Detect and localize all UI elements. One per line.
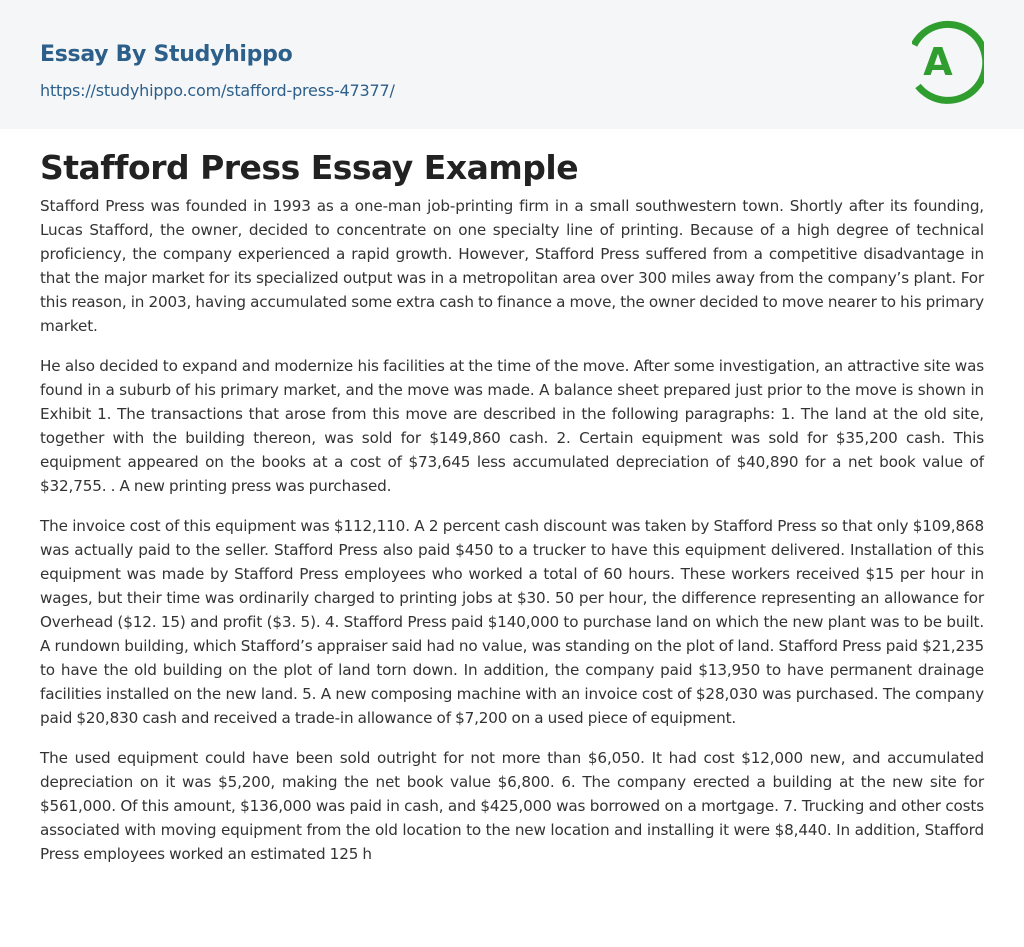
page-title: Stafford Press Essay Example — [40, 148, 579, 187]
site-header — [0, 0, 1024, 129]
site-title[interactable]: Essay By Studyhippo — [40, 42, 293, 67]
paragraph-2: He also decided to expand and modernize his facilities at the time of the move. After some investigation, an attractive site was found in a suburb of his primary market, and the move was made. A balance sheet prepared just prior to the move is shown in Exhibit 1. The transactions that arose from this move are described in the following paragraphs: 1. The land at the old site, together with the building thereon, was sold for $149,860 cash. 2. Certain equipment was sold for $35,200 cash. This equipment appeared on the books at a cost of $73,645 less accumulated depreciation of $40,890 for a net book value of $32,755. . A new printing press was purchased. — [40, 357, 984, 495]
paragraph-3: The invoice cost of this equipment was $112,110. A 2 percent cash discount was taken by Stafford Press so that only $109,868 was actually paid to the seller. Stafford Press also paid $450 to a trucker to have this equipment delivered. Installation of this equipment was made by Stafford Press employees who worked a total of 60 hours. These workers received $15 per hour in wages, but their time was ordinarily charged to printing jobs at $30. 50 per hour, the difference representing an allowance for Overhead ($12. 15) and profit ($3. 5). 4. Stafford Press paid $140,000 to purchase land on which the new plant was to be built. A rundown building, which Stafford’s appraiser said had no value, was standing on the plot of land. Stafford Press paid $21,235 to have the old building on the plot of land torn down. In addition, the company paid $13,950 to have permanent drainage facilities installed on the new land. 5. A new composing machine with an invoice cost of $28,030 was purchased. The company paid $20,830 cash and received a trade-in allowance of $7,200 on a used piece of equipment. — [40, 517, 984, 727]
article-body — [0, 147, 1024, 866]
studyhippo-logo-icon[interactable] — [912, 20, 984, 104]
essay-url-link[interactable]: https://studyhippo.com/stafford-press-47377/ — [40, 81, 395, 100]
paragraph-4: The used equipment could have been sold outright for not more than $6,050. It had cost $12,000 new, and accumulated depreciation on it was $5,200, making the net book value $6,800. 6. The company erected a building at the new site for $561,000. Of this amount, $136,000 was paid in cash, and $425,000 was borrowed on a mortgage. 7. Trucking and other costs associated with moving equipment from the old location to the new location and installing it were $8,440. In addition, Stafford Press employees worked an estimated 125 h — [40, 749, 984, 863]
paragraph-1: Stafford Press was founded in 1993 as a one-man job-printing firm in a small southwestern town. Shortly after its founding, Lucas Stafford, the owner, decided to concentrate on one specialty line of printing. Because of a high degree of technical proficiency, the company experienced a rapid growth. However, Stafford Press suffered from a competitive disadvantage in that the major market for its specialized output was in a metropolitan area over 300 miles away from the company’s plant. For this reason, in 2003, having accumulated some extra cash to finance a move, the owner decided to move nearer to his primary market. — [40, 197, 984, 335]
logo-letter: A — [923, 40, 953, 84]
